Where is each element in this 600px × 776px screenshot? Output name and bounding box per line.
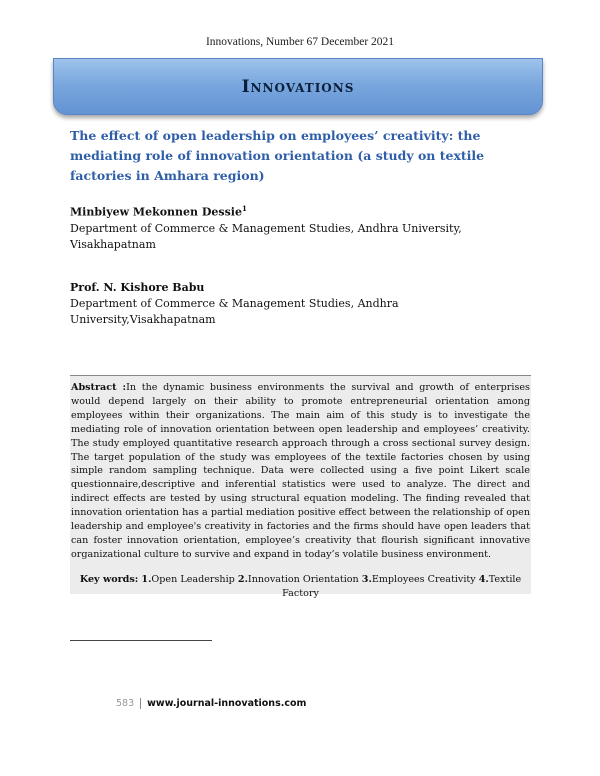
footnote-marker: 1 <box>241 204 247 213</box>
journal-website-link[interactable]: www.journal-innovations.com <box>147 698 307 709</box>
keyword: Innovation Orientation <box>247 573 359 585</box>
author-affiliation-city: University,Visakhapatnam <box>70 313 216 326</box>
keyword: Textile Factory <box>282 573 522 599</box>
keywords-label: Key words: <box>79 573 139 585</box>
abstract-label: Abstract : <box>71 382 127 393</box>
author-block-2 <box>70 280 510 328</box>
page-footer <box>116 698 306 709</box>
author-affiliation: Department of Commerce & Management Studies, Andhra University, <box>70 221 462 235</box>
author-affiliation: Department of Commerce & Management Studies, Andhra <box>70 297 399 310</box>
abstract <box>71 381 530 562</box>
keyword: Open Leadership <box>151 573 235 585</box>
abstract-box <box>70 375 531 599</box>
page-number: 583 <box>116 698 141 709</box>
keyword: Employees Creativity <box>371 573 476 585</box>
running-head: Innovations, Number 67 December 2021 <box>205 36 395 48</box>
journal-name: Innovations <box>241 76 355 97</box>
author-affiliation-city: Visakhapatnam <box>70 237 156 251</box>
author-name: Minbiyew Mekonnen Dessie$^1$ <box>70 204 247 219</box>
author-name: Prof. N. Kishore Babu <box>70 281 205 294</box>
journal-banner <box>53 58 543 115</box>
keywords: Key words: 1.Open Leadership 2.Innovation Orientation 3.Employees Creativity 4.Textile Factory <box>79 573 522 599</box>
footnote-rule <box>70 640 212 641</box>
abstract-text: In the dynamic business environments the survival and growth of enterprises would depend largely on their ability to promote entrepreneurial orientation among employees within their organizations. The main aim of this study is to investigate the mediating role of innovation orientation between open leadership and employees’ creativity. The study employed quantitative research approach through a cross sectional survey design. The target population of the study was employees of the textile factories chosen by using simple random sampling technique. Data were collected using a five point Likert scale questionnaire,descriptive and inferential statistics were used to analyze. The direct and indirect effects are tested by using structural equation modeling. The finding revealed that innovation orientation has a partial mediation positive effect between the relationship of open leadership and employee's creativity in factories and the firms should have open leaders that can foster innovation orientation, employee’s creativity that flourish significant innovative organizational culture to survive and expand in today’s volatile business environment. <box>71 382 530 560</box>
author-block-1 <box>70 201 510 253</box>
paper-title: The effect of open leadership on employees’ creativity: the mediating role of innovation orientation (a study on textile factories in Amhara region) <box>70 128 485 183</box>
